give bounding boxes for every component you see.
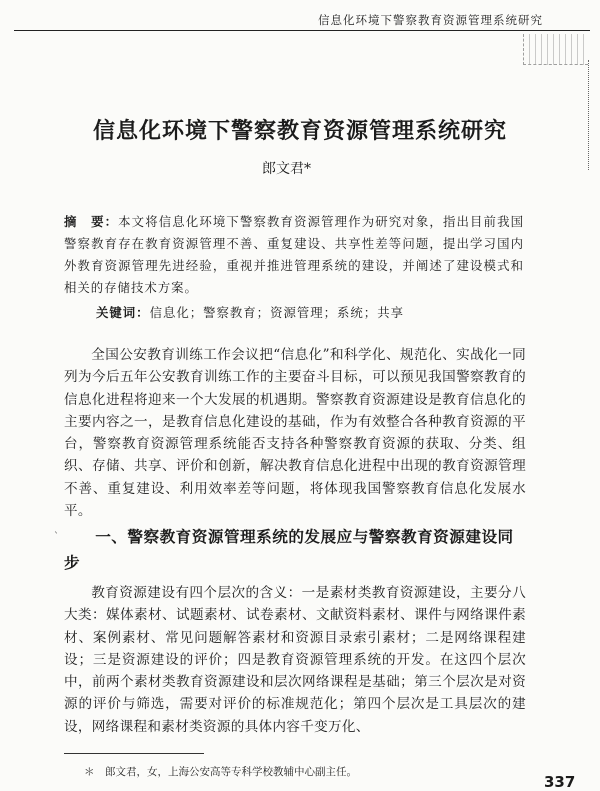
abstract	[64, 211, 524, 299]
author-name: 郎文君*	[262, 161, 311, 177]
footnote-rule	[64, 753, 204, 754]
scan-corner-mark	[523, 34, 588, 65]
body-paragraph-1: 全国公安教育训练工作会议把“信息化”和科学化、规范化、实战化一同列为今后五年公安教育训练工作的主要奋斗目标，可以预见我国警察教育的信息化进程将迎来一个大发展的机遇期。警察教育资源建设是教育信息化的主要内容之一，是教育信息化建设的基础，作为有效整合各种教育资源的平台，警察教育资源管理系统能否支持各种警察教育资源的获取、分类、组织、存储、共享、评价和创新，解决教育信息化进程中出现的教育资源管理不善、重复建设、利用效率差等问题，将体现我国警察教育信息化发展水平。	[64, 347, 526, 520]
page-number: 337	[544, 773, 576, 791]
section-heading-1: 一、警察教育资源管理系统的发展应与警察教育资源建设同步	[64, 528, 514, 572]
paper-title: 信息化环境下警察教育资源管理系统研究	[92, 118, 507, 144]
running-head: 信息化环境下警察教育资源管理系统研究	[318, 13, 543, 27]
footnote: ＊ 郎文君，女，上海公安高等专科学校教辅中心副主任。	[84, 766, 357, 778]
abstract-text: 本文将信息化环境下警察教育资源管理作为研究对象，指出目前我国警察教育存在教育资源管理不善、重复建设、共享性差等问题，提出学习国内外教育资源管理先进经验，重视并推进管理系统的建设，并阐述了建设模式和相关的存储技术方案。	[64, 214, 525, 295]
abstract-label: 摘 要：	[64, 214, 119, 229]
header-rule	[14, 30, 590, 31]
keywords	[96, 303, 526, 321]
keywords-text: 信息化；警察教育；资源管理；系统；共享	[149, 305, 404, 320]
margin-tick-mark: ˋ	[54, 532, 59, 543]
body-paragraph-2: 教育资源建设有四个层次的含义：一是素材类教育资源建设，主要分八大类：媒体素材、试题素材、试卷素材、文献资料素材、课件与网络课件素材、案例素材、常见问题解答素材和资源目录索引素材；二是网络课程建设；三是资源建设的评价；四是教育资源管理系统的开发。在这四个层次中，前两个素材类教育资源建设和层次网络课程是基础；第三个层次是对资源的评价与筛选，需要对评价的标准规范化；第四个层次是工具层次的建设，网络课程和素材类资源的具体内容千变万化、	[64, 585, 526, 735]
keywords-label: 关键词：	[96, 305, 150, 320]
